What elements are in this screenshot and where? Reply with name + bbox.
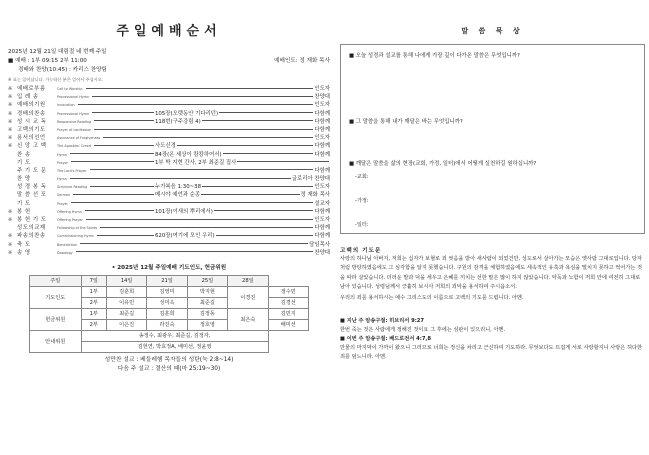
order-item — [8, 159, 330, 167]
table-cell: 정수민 — [268, 286, 308, 297]
order-item-name: 주 기 도 문 — [17, 167, 47, 174]
stand-mark: ※ — [8, 208, 13, 215]
order-item-name: 기 도 — [17, 159, 31, 166]
order-item-name: 송 영 — [17, 249, 31, 256]
order-item — [8, 200, 330, 208]
order-item-leader: 담임목사 — [309, 241, 330, 248]
field-church: -교회: — [355, 174, 369, 180]
prayer-title: 고백의 기도문 — [340, 248, 382, 254]
part-label: 2부 — [81, 297, 106, 308]
order-item-english: Invocation — [57, 103, 75, 108]
order-item — [8, 101, 330, 109]
order-item-english: Commissioning Hymn — [57, 234, 95, 239]
table-cell: 성미옥 — [147, 297, 187, 308]
table-row — [30, 330, 309, 341]
order-item-english: Prayer — [57, 160, 68, 165]
table-cell: 최은숙 — [228, 308, 268, 330]
guide-label: 안내위원 — [30, 330, 82, 352]
order-item — [8, 175, 330, 183]
leader-line — [76, 251, 314, 252]
order-item-name: 봉 헌 — [17, 208, 31, 215]
order-item-leader: 찬양대 — [314, 249, 330, 256]
order-item-name: 성도의교제 — [17, 225, 46, 232]
service-leader: 예배인도: 정 재화 목사 — [274, 58, 330, 64]
stand-mark: ※ — [8, 233, 13, 240]
schedule-header: 25일 — [187, 275, 227, 286]
order-item-content: 84장(온 세상이 캄캄하여서) — [155, 151, 222, 158]
order-item-content: 메시야 예언과 순종 — [155, 192, 201, 199]
leader-line — [70, 178, 291, 179]
stand-mark: ※ — [8, 110, 13, 117]
sermon-notes — [8, 356, 330, 374]
leader-line — [90, 169, 314, 170]
leader-line — [103, 137, 313, 138]
order-item-english: Benediction — [57, 242, 78, 247]
table-cell: 김훈희 — [147, 308, 187, 319]
order-item-content: 118번(구주강림 4) — [155, 118, 201, 125]
table-row — [30, 286, 309, 297]
order-item-leader: 다함께 — [314, 126, 330, 133]
order-item-leader: 인도자 — [314, 217, 330, 223]
order-item-english: Doxology — [57, 250, 73, 255]
order-item — [8, 232, 330, 240]
order-item-english: Responsive Reading — [57, 119, 92, 124]
order-item-content: 620장(여기에 모인 우리) — [155, 233, 215, 240]
order-item-name: 찬 송 — [17, 151, 31, 158]
praise-team: 경배와 찬양(10:45) : 카리스 찬양팀 — [18, 67, 107, 73]
stand-mark: ※ — [8, 102, 13, 109]
question-3: ■ 깨달은 말씀을 삶의 현장(교회, 가정, 일터)에서 어떻게 실천하길 원하십니까? — [349, 161, 537, 167]
order-item — [8, 151, 330, 159]
order-item-leader: 다함께 — [314, 143, 330, 150]
note-line: 다음 주 설교 : 결산의 때(마 25:19~30) — [117, 365, 221, 372]
order-item-name: 경배의찬송 — [17, 110, 46, 117]
offering-label: 헌금위원 — [30, 308, 82, 330]
order-item — [8, 134, 330, 142]
schedule-header: 7일 — [81, 275, 106, 286]
order-item-english: Fellowship of the Saints — [57, 226, 98, 231]
stand-mark: ※ — [8, 249, 13, 256]
last-week-verse: 한번 죽는 것은 사람에게 정해진 것이요 그 후에는 심판이 있으리니, 아멘. — [340, 327, 506, 334]
order-item — [8, 241, 330, 249]
order-item-leader: 다함께 — [314, 233, 330, 240]
order-item-content: 누가복음 1:30~38 — [155, 184, 202, 191]
table-cell: 김훈희 — [106, 286, 146, 297]
order-item-leader: 인도자 — [314, 135, 330, 142]
table-cell: 김정동 — [187, 308, 227, 319]
leader-line — [86, 219, 314, 220]
order-item-english: Offering Prayer — [57, 218, 83, 222]
order-item-english: Assurance of Forgiveness — [57, 136, 101, 141]
order-item-leader: 다함께 — [314, 118, 330, 125]
reflection-title: 말 씀 묵 상 — [461, 27, 524, 35]
table-cell: 이경진 — [228, 286, 268, 308]
schedule-header: 28일 — [228, 275, 268, 286]
order-item-name: 성 경 봉 독 — [17, 184, 47, 191]
order-item — [8, 224, 330, 232]
order-item-leader: 다함께 — [314, 167, 330, 174]
note-line: 성만찬 설교 : 베들레헴 목자들의 성탄(눅 2:8~14) — [104, 356, 234, 363]
part-label: 1부 — [81, 308, 106, 319]
schedule-header: 주일 — [30, 275, 82, 286]
order-item-name: 예배의기원 — [17, 102, 46, 109]
order-item-content: 101장(이새의 뿌리에서) — [155, 208, 213, 215]
order-item — [8, 118, 330, 126]
order-item-name: 찬 양 — [17, 176, 31, 183]
order-item-leader: 정 재화 목사 — [300, 192, 330, 199]
order-item-name: 파송의찬송 — [17, 233, 46, 240]
leader-line — [80, 243, 308, 244]
table-cell: 김민지 — [268, 308, 308, 319]
table-cell: 송정수, 최광우, 최준길, 김정자, — [81, 330, 268, 341]
order-item-name: 용서의선언 — [17, 135, 46, 142]
table-cell: 이유민 — [106, 297, 146, 308]
page-title: 주일예배순서 — [116, 24, 222, 39]
prayer-label: 기도인도 — [30, 286, 82, 308]
order-item-leader: 다함께 — [314, 225, 330, 232]
order-item — [8, 191, 330, 199]
order-item — [8, 142, 330, 150]
table-cell: 김영미 — [147, 286, 187, 297]
table-cell: 최준길 — [106, 308, 146, 319]
schedule-table — [29, 275, 309, 353]
schedule-title: • 2025년 12월 주일예배 기도인도, 헌금위원 — [111, 264, 227, 271]
order-item-content: 1부 박 지현 간사, 2부 최준길 집사 — [155, 159, 237, 166]
part-label: 1부 — [81, 286, 106, 297]
last-week-verse-heading: ■ 지난 주 암송구절: 히브리서 9:27 — [340, 318, 425, 325]
order-item — [8, 85, 330, 93]
stand-mark: ※ — [8, 94, 13, 101]
order-item-leader: 다함께 — [314, 151, 330, 158]
order-item-english: The Lord's Prayer — [57, 168, 87, 173]
order-item-english: Prayer — [57, 201, 68, 206]
order-item-leader: 다함께 — [314, 110, 330, 117]
order-item-name: 신 앙 고 백 — [17, 143, 47, 150]
stand-mark: ※ — [8, 86, 13, 92]
order-item-english: Processional Hymn — [57, 95, 90, 100]
part-label: 2부 — [81, 319, 106, 330]
question-1: ■ 오늘 성경과 설교를 통해 나에게 가장 깊이 다가온 말씀은 무엇입니까? — [349, 53, 520, 59]
order-item — [8, 126, 330, 134]
stand-mark: ※ — [8, 118, 13, 125]
service-times: ■ 예배 : 1부 09:15 2부 11:00 — [8, 58, 87, 64]
order-item-english: Hymn — [57, 177, 68, 182]
this-week-verse: 만물의 마지막이 가까이 왔으니 그러므로 너희는 정신을 차리고 근신하여 기도하라. 무엇보다도 뜨겁게 서로 사랑할지니 사랑은 허다한 죄를 덮느니라. 아멘. — [340, 345, 642, 361]
order-item-leader: 인도자 — [314, 102, 330, 109]
order-item — [8, 110, 330, 118]
order-item-leader: 다함께 — [314, 208, 330, 215]
question-2: ■ 그 말씀을 통해 내가 깨달은 바는 무엇입니까? — [349, 119, 463, 125]
order-item-leader: 설교자 — [314, 200, 330, 207]
order-item-english: Processional Hymn — [57, 111, 90, 116]
stand-mark: ※ — [8, 217, 13, 223]
standing-note: ※ 표는 일어납니다. 가능하신 분은 일어서 주십시오. — [8, 77, 104, 82]
table-cell: 김헌연, 박효정A, 배미선, 정윤영 — [81, 341, 268, 352]
table-cell: 이은진 — [106, 319, 146, 330]
order-item-leader: 찬양대 — [314, 94, 330, 101]
order-item — [8, 249, 330, 257]
order-item-name: 축 도 — [17, 241, 31, 248]
order-item-english: The Apostles' Creed — [57, 144, 91, 149]
table-cell: 김경선 — [268, 297, 308, 308]
leader-line — [92, 96, 313, 97]
order-item-name: 성 시 교 독 — [17, 118, 47, 125]
order-item-name: 봉 헌 기 도 — [17, 217, 47, 223]
order-item — [8, 208, 330, 216]
service-date: 2025년 12월 21일 대림절 네 번째 주일 — [8, 49, 107, 55]
field-home: -가정: — [355, 198, 369, 204]
stand-mark: ※ — [8, 143, 13, 150]
table-cell: 최준길 — [187, 297, 227, 308]
leader-line — [94, 120, 313, 121]
prayer-text: 사랑의 하나님 아버지, 저희는 십자가 보혈로 죄 씻음을 받아 새사람이 되었건만, 성도로서 살아가는 모습은 옛사람 그대로입니다. 탕자처럼 방탕하였음에도 그 심각함을 알지 못했습니다. 구원의 감격을 체험하였음에도 세속적인 유혹과 욕심을 떨치지 못하고 썩어가는 것을 따라 살았습니다. 더러운 말과 덕을 세우고 은혜를 끼치는 선한 말은 많이 하지 않았습니다. 악독과 노함이 저희 안에 여전히 그대로 남아 있습니다. 성령님께서 긍휼히 보시사 저희의 죄악을 용서하여 주시옵소서. — [340, 256, 642, 291]
order-item — [8, 93, 330, 101]
leader-line — [94, 129, 313, 130]
worship-meta — [8, 48, 330, 84]
leader-line — [100, 227, 313, 228]
leader-line — [86, 88, 314, 89]
table-cell: 라진숙 — [147, 319, 187, 330]
order-item-english: Hymn — [57, 152, 68, 157]
schedule-header-row — [30, 275, 309, 286]
schedule-header: 21일 — [147, 275, 187, 286]
order-item-content: 105장(오랫동안 기다리던) — [155, 110, 219, 117]
leader-line — [71, 202, 313, 203]
order-item-leader: 인도자 — [314, 184, 330, 191]
order-item-name: 말 씀 선 포 — [17, 192, 47, 199]
field-work: -일터: — [355, 222, 369, 228]
table-cell: 정호영 — [187, 319, 227, 330]
schedule-header: 14일 — [106, 275, 146, 286]
leader-line — [78, 104, 314, 105]
order-item-name: 예배로부름 — [17, 86, 46, 92]
leader-line — [94, 145, 314, 146]
stand-mark: ※ — [8, 135, 13, 142]
order-item-name: 고백의기도 — [17, 126, 46, 133]
order-item-english: Offering Hymn — [57, 209, 82, 214]
order-item-leader: 글로리아 찬양대 — [291, 176, 330, 183]
order-item-content: 사도신경 — [155, 143, 176, 150]
order-item — [8, 167, 330, 175]
order-item — [8, 216, 330, 224]
order-item-name: 기 도 — [17, 200, 31, 207]
order-item-english: Prayer of confession — [57, 127, 92, 132]
order-item-english: Scripture Reading — [57, 185, 88, 190]
prayer-closing: 우리의 죄를 용서하시는 예수 그리스도의 이름으로 고백의 기도를 드립니다. 아멘. — [340, 294, 524, 301]
stand-mark: ※ — [8, 126, 13, 133]
table-cell: 배미선 — [268, 319, 308, 330]
table-row — [30, 308, 309, 319]
table-cell: 박지현 — [187, 286, 227, 297]
worship-order-column — [8, 0, 330, 455]
order-item — [8, 183, 330, 191]
order-item-name: 입 례 송 — [17, 94, 39, 101]
stand-mark: ※ — [8, 241, 13, 248]
this-week-verse-heading: ■ 이번 주 암송구절: 베드로전서 4:7,8 — [340, 336, 432, 343]
order-item-leader: 인도자 — [314, 86, 330, 92]
reflection-column — [340, 0, 645, 455]
order-item-english: Sermon — [57, 193, 71, 198]
order-of-service — [8, 85, 330, 257]
memory-verses — [340, 317, 645, 362]
reflection-box — [340, 44, 645, 234]
order-item-english: Call to Worship — [57, 87, 83, 91]
